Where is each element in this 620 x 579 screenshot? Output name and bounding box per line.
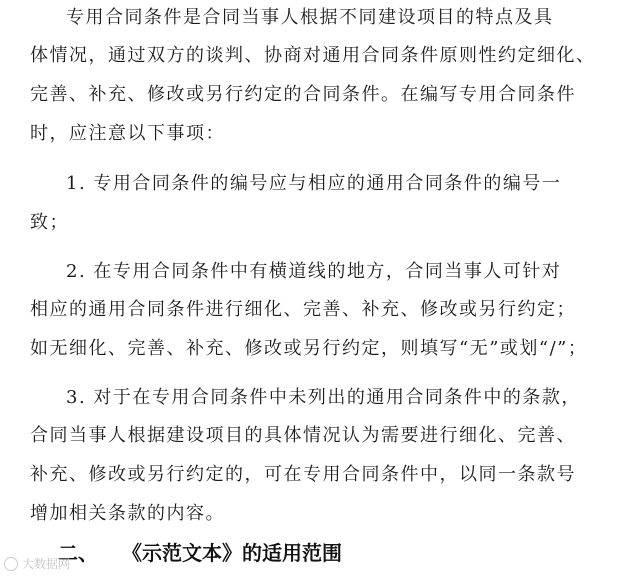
section-title: 《示范文本》的适用范围 [132,541,342,565]
item-3-line-4: 增加相关条款的内容。 [30,503,225,524]
item-3-line-2: 合同当事人根据建设项目的具体情况认为需要进行细化、完善、 [30,425,576,446]
intro-line-3: 完善、补充、修改或另行约定的合同条件。在编写专用合同条件 [30,84,576,105]
watermark-text: 大数据网 [22,557,71,571]
watermark-logo-icon [4,557,18,571]
section-number: 二、 [58,541,98,565]
item-2-line-3: 如无细化、完善、补充、修改或另行约定，则填写“无”或划“/”； [30,338,588,359]
item-1-line-1: 1. 专用合同条件的编号应与相应的通用合同条件的编号一 [66,173,562,194]
item-2-line-2: 相应的通用合同条件进行细化、完善、补充、修改或另行约定； [30,299,576,320]
intro-line-2: 体情况，通过双方的谈判、协商对通用合同条件原则性约定细化、 [30,45,596,66]
item-3-line-3: 补充、修改或另行约定的，可在专用合同条件中，以同一条款号 [30,464,576,485]
item-2-line-1: 2. 在专用合同条件中有横道线的地方，合同当事人可针对 [66,261,562,282]
intro-line-1: 专用合同条件是合同当事人根据不同建设项目的特点及具 [66,7,554,28]
intro-line-4: 时，应注意以下事项： [30,123,225,144]
watermark [4,556,70,572]
item-3-line-1: 3. 对于在专用合同条件中未列出的通用合同条件中的条款， [66,387,581,408]
section-heading [58,540,342,566]
item-1-line-2: 致； [30,212,69,233]
